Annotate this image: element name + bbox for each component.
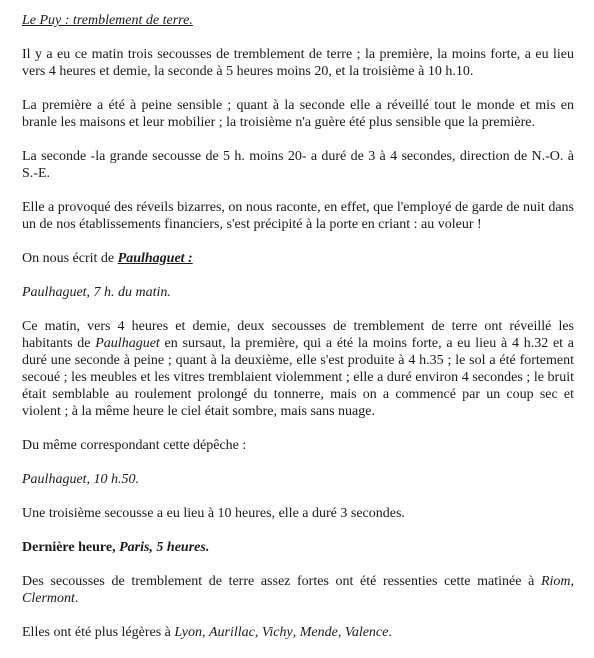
dateline-2: Paulhaguet, 10 h.50.: [22, 472, 140, 487]
paragraph-5-prefix: On nous écrit de: [22, 251, 118, 266]
place-riom: Riom: [540, 574, 571, 589]
article-title: [22, 12, 574, 29]
comma-1: ,: [202, 625, 209, 640]
comma-3: ,: [292, 625, 300, 640]
article-title-text: Le Puy : tremblement de terre.: [22, 13, 193, 28]
comma-2: ,: [254, 625, 262, 640]
paragraph-3: La seconde -la grande secousse de 5 h. moins 20- a duré de 3 à 4 secondes, direction de N.-O. à S.-E.: [22, 149, 574, 181]
paragraph-8: Du même correspondant cette dépêche :: [22, 438, 247, 453]
paragraph-11: [22, 539, 574, 556]
paragraph-7: [22, 318, 574, 420]
paragraph-1: Il y a eu ce matin trois secousses de tremblement de terre ; la première, la moins forte, a eu lieu vers 4 heures et demie, la seconde à 5 heures moins 20, et la troisième à 10 h.10.: [22, 47, 574, 79]
paragraph-10: Une troisième secousse a eu lieu à 10 heures, elle a duré 3 secondes.: [22, 506, 405, 521]
place-vichy: Vichy: [261, 625, 293, 640]
paragraph-13: [22, 624, 574, 641]
place-aurillac: Aurillac: [209, 625, 255, 640]
document-page: [22, 12, 574, 658]
paragraph-12-end: .: [74, 591, 79, 606]
paragraph-12: [22, 573, 574, 607]
paragraph-5: [22, 250, 574, 267]
paragraph-7-a: Ce matin, vers 4 heures et demie, deux secousses de tremblement de terre ont réveillé les habitants de: [22, 319, 574, 351]
place-clermont: Clermont: [22, 591, 75, 606]
paragraph-12-a: Des secousses de tremblement de terre assez fortes ont été ressenties cette matinée à: [22, 574, 541, 589]
paulhaguet-heading: Paulhaguet :: [117, 251, 193, 266]
place-mende: Mende: [299, 625, 338, 640]
paragraph-12-sep: ,: [570, 574, 574, 589]
paragraph-7-b: en sursaut, la première, qui a été la moins forte, a eu lieu à 4 h.32 et a duré une seconde à peine ; quant à la deuxième, elle s'est produite à 4 h.35 ; le sol a été fortement secoué ; les meubles et les vitres tremblaient violemment ; elle a duré environ 4 secondes ; le bruit était semblable au roulement prolongé du tonnerre, mais on a commencé par un coup sec et violent ; à la même heure le ciel était sombre, mais sans nuage.: [22, 336, 574, 419]
last-hour-label: Dernière heure,: [22, 540, 120, 555]
comma-4: ,: [337, 625, 345, 640]
final-period: .: [388, 625, 392, 640]
paragraph-4: Elle a provoqué des réveils bizarres, on nous raconte, en effet, que l'employé de garde de nuit dans un de nos établissements financiers, s'est précipité à la porte en criant : au voleur !: [22, 200, 574, 232]
paragraph-7-place: Paulhaguet: [95, 336, 160, 351]
paragraph-13-a: Elles ont été plus légères à: [22, 625, 175, 640]
paragraph-2: La première a été à peine sensible ; quant à la seconde elle a réveillé tout le monde et mis en branle les maisons et leur mobilier ; la troisième n'a guère été plus sensible que la première.: [22, 98, 574, 130]
place-valence: Valence: [344, 625, 389, 640]
dateline-1: Paulhaguet, 7 h. du matin.: [22, 285, 171, 300]
last-hour-dateline: Paris, 5 heures.: [119, 540, 210, 555]
place-lyon: Lyon: [174, 625, 202, 640]
